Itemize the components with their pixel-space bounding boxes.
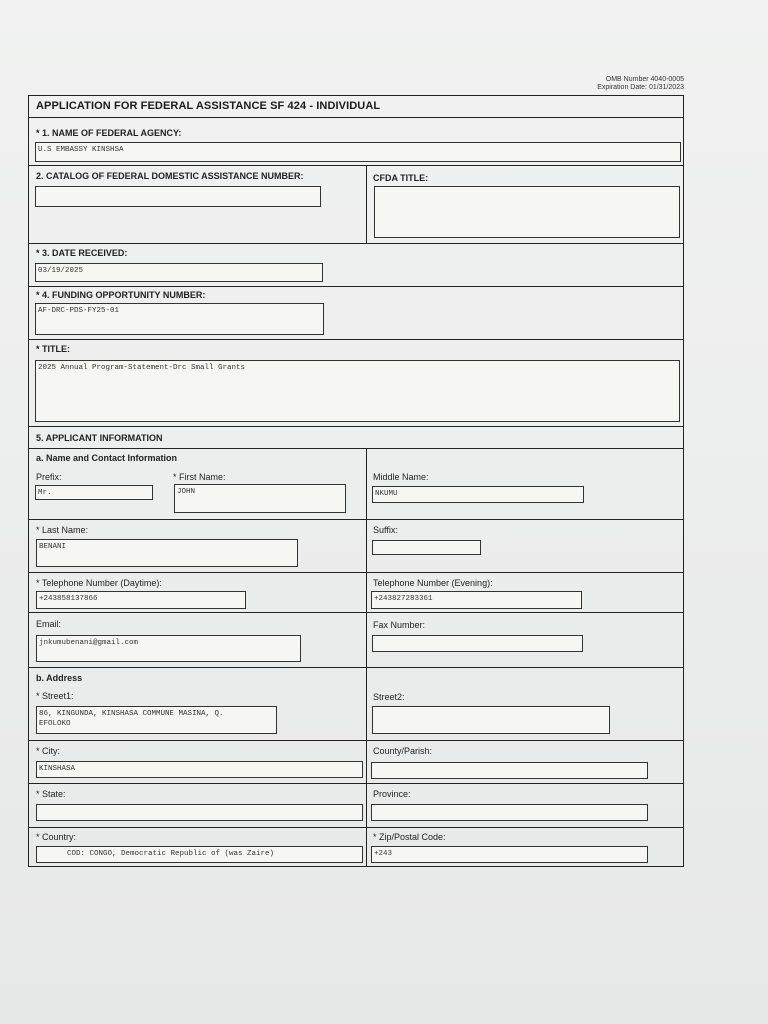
county-label: County/Parish: [373, 746, 433, 756]
title-label: * TITLE: [36, 344, 70, 354]
first-name-label: * First Name: [173, 472, 226, 482]
agency-value: U.S EMBASSY KINSHSA [38, 146, 124, 154]
city-field[interactable] [36, 761, 363, 778]
address-heading: b. Address [36, 673, 83, 683]
date-received-label: * 3. DATE RECEIVED: [36, 248, 128, 258]
title-value: 2025 Annual Program-Statement-Drc Small Grants [38, 364, 246, 372]
fax-label: Fax Number: [373, 620, 426, 630]
funding-opportunity-label: * 4. FUNDING OPPORTUNITY NUMBER: [36, 290, 206, 300]
zip-label: * Zip/Postal Code: [373, 832, 446, 842]
city-label: * City: [36, 746, 61, 756]
tel-eve-value: +243827283361 [374, 595, 433, 603]
last-name-field[interactable] [36, 539, 298, 567]
zip-field[interactable] [371, 846, 648, 863]
tel-eve-field[interactable] [371, 591, 582, 609]
city-row [29, 741, 683, 784]
state-field[interactable] [36, 804, 363, 821]
middle-name-field[interactable] [372, 486, 584, 503]
date-received-value: 03/19/2025 [38, 267, 84, 275]
cfda-title-field[interactable] [374, 186, 680, 238]
name-divider [366, 449, 367, 519]
email-value: jnkumubenani@gmail.com [39, 639, 139, 647]
country-label: * Country: [36, 832, 77, 842]
street1-field[interactable] [36, 706, 277, 734]
last-name-divider [366, 520, 367, 572]
title-row [29, 340, 683, 427]
first-name-field[interactable] [174, 484, 346, 513]
agency-field[interactable] [35, 142, 681, 162]
funding-opportunity-row [29, 287, 683, 340]
email-field[interactable] [36, 635, 301, 662]
prefix-field[interactable] [35, 485, 153, 500]
prefix-value: Mr. [38, 489, 52, 497]
tel-day-label: * Telephone Number (Daytime): [36, 578, 162, 588]
cfda-number-label: 2. CATALOG OF FEDERAL DOMESTIC ASSISTANCE NUMBER: [36, 171, 304, 181]
country-value: COD: CONGO, Democratic Republic of (was Zaire) [67, 850, 275, 858]
telephone-divider [366, 573, 367, 612]
form-title: APPLICATION FOR FEDERAL ASSISTANCE SF 424 - INDIVIDUAL [36, 100, 381, 112]
cfda-divider [366, 166, 367, 243]
suffix-label: Suffix: [373, 525, 398, 535]
country-divider [366, 828, 367, 866]
telephone-row [29, 573, 683, 613]
email-divider [366, 613, 367, 667]
street2-field[interactable] [372, 706, 610, 734]
street2-label: Street2: [373, 692, 405, 702]
tel-day-value: +243858137866 [39, 595, 98, 603]
cfda-title-label: CFDA TITLE: [373, 173, 429, 183]
street-row [29, 668, 683, 741]
email-row [29, 613, 683, 668]
email-label: Email: [36, 619, 62, 629]
street1-value: 86, KINGUNDA, KINSHASA COMMUNE MASINA, Q. EFOLOKO [39, 710, 224, 728]
city-value: KINSHASA [39, 765, 76, 773]
cfda-row [29, 166, 683, 244]
tel-eve-label: Telephone Number (Evening): [373, 578, 493, 588]
applicant-info-label: 5. APPLICANT INFORMATION [36, 433, 163, 443]
middle-name-label: Middle Name: [373, 472, 429, 482]
form-title-row [29, 96, 683, 118]
state-label: * State: [36, 789, 66, 799]
tel-day-field[interactable] [36, 591, 246, 609]
province-label: Province: [373, 789, 411, 799]
omb-number: OMB Number 4040-0005 [605, 76, 684, 83]
first-name-value: JOHN [177, 488, 196, 496]
state-row [29, 784, 683, 828]
applicant-info-row [29, 427, 683, 449]
title-field[interactable] [35, 360, 680, 422]
last-name-value: BENANI [39, 543, 67, 551]
country-row [29, 828, 683, 866]
agency-label: * 1. NAME OF FEDERAL AGENCY: [36, 128, 182, 138]
last-name-label: * Last Name: [36, 525, 89, 535]
state-divider [366, 784, 367, 827]
country-field[interactable] [36, 846, 363, 863]
expiration-date: Expiration Date: 01/31/2023 [597, 84, 684, 91]
street1-label: * Street1: [36, 691, 74, 701]
omb-info [560, 76, 684, 92]
city-divider [366, 741, 367, 783]
fax-field[interactable] [372, 635, 583, 652]
agency-row [29, 118, 683, 166]
street-divider [366, 668, 367, 740]
last-name-row [29, 520, 683, 573]
date-received-field[interactable] [35, 263, 323, 282]
cfda-number-field[interactable] [35, 186, 321, 207]
county-field[interactable] [371, 762, 648, 779]
name-row [29, 449, 683, 520]
date-received-row [29, 244, 683, 287]
funding-opportunity-value: AF-DRC-PDS-FY25-01 [38, 307, 120, 315]
province-field[interactable] [371, 804, 648, 821]
suffix-field[interactable] [372, 540, 481, 555]
funding-opportunity-field[interactable] [35, 303, 324, 335]
middle-name-value: NKUMU [375, 490, 398, 498]
name-contact-heading: a. Name and Contact Information [36, 453, 178, 463]
sf424-form [28, 95, 684, 867]
prefix-label: Prefix: [36, 472, 62, 482]
zip-value: +243 [374, 850, 393, 858]
